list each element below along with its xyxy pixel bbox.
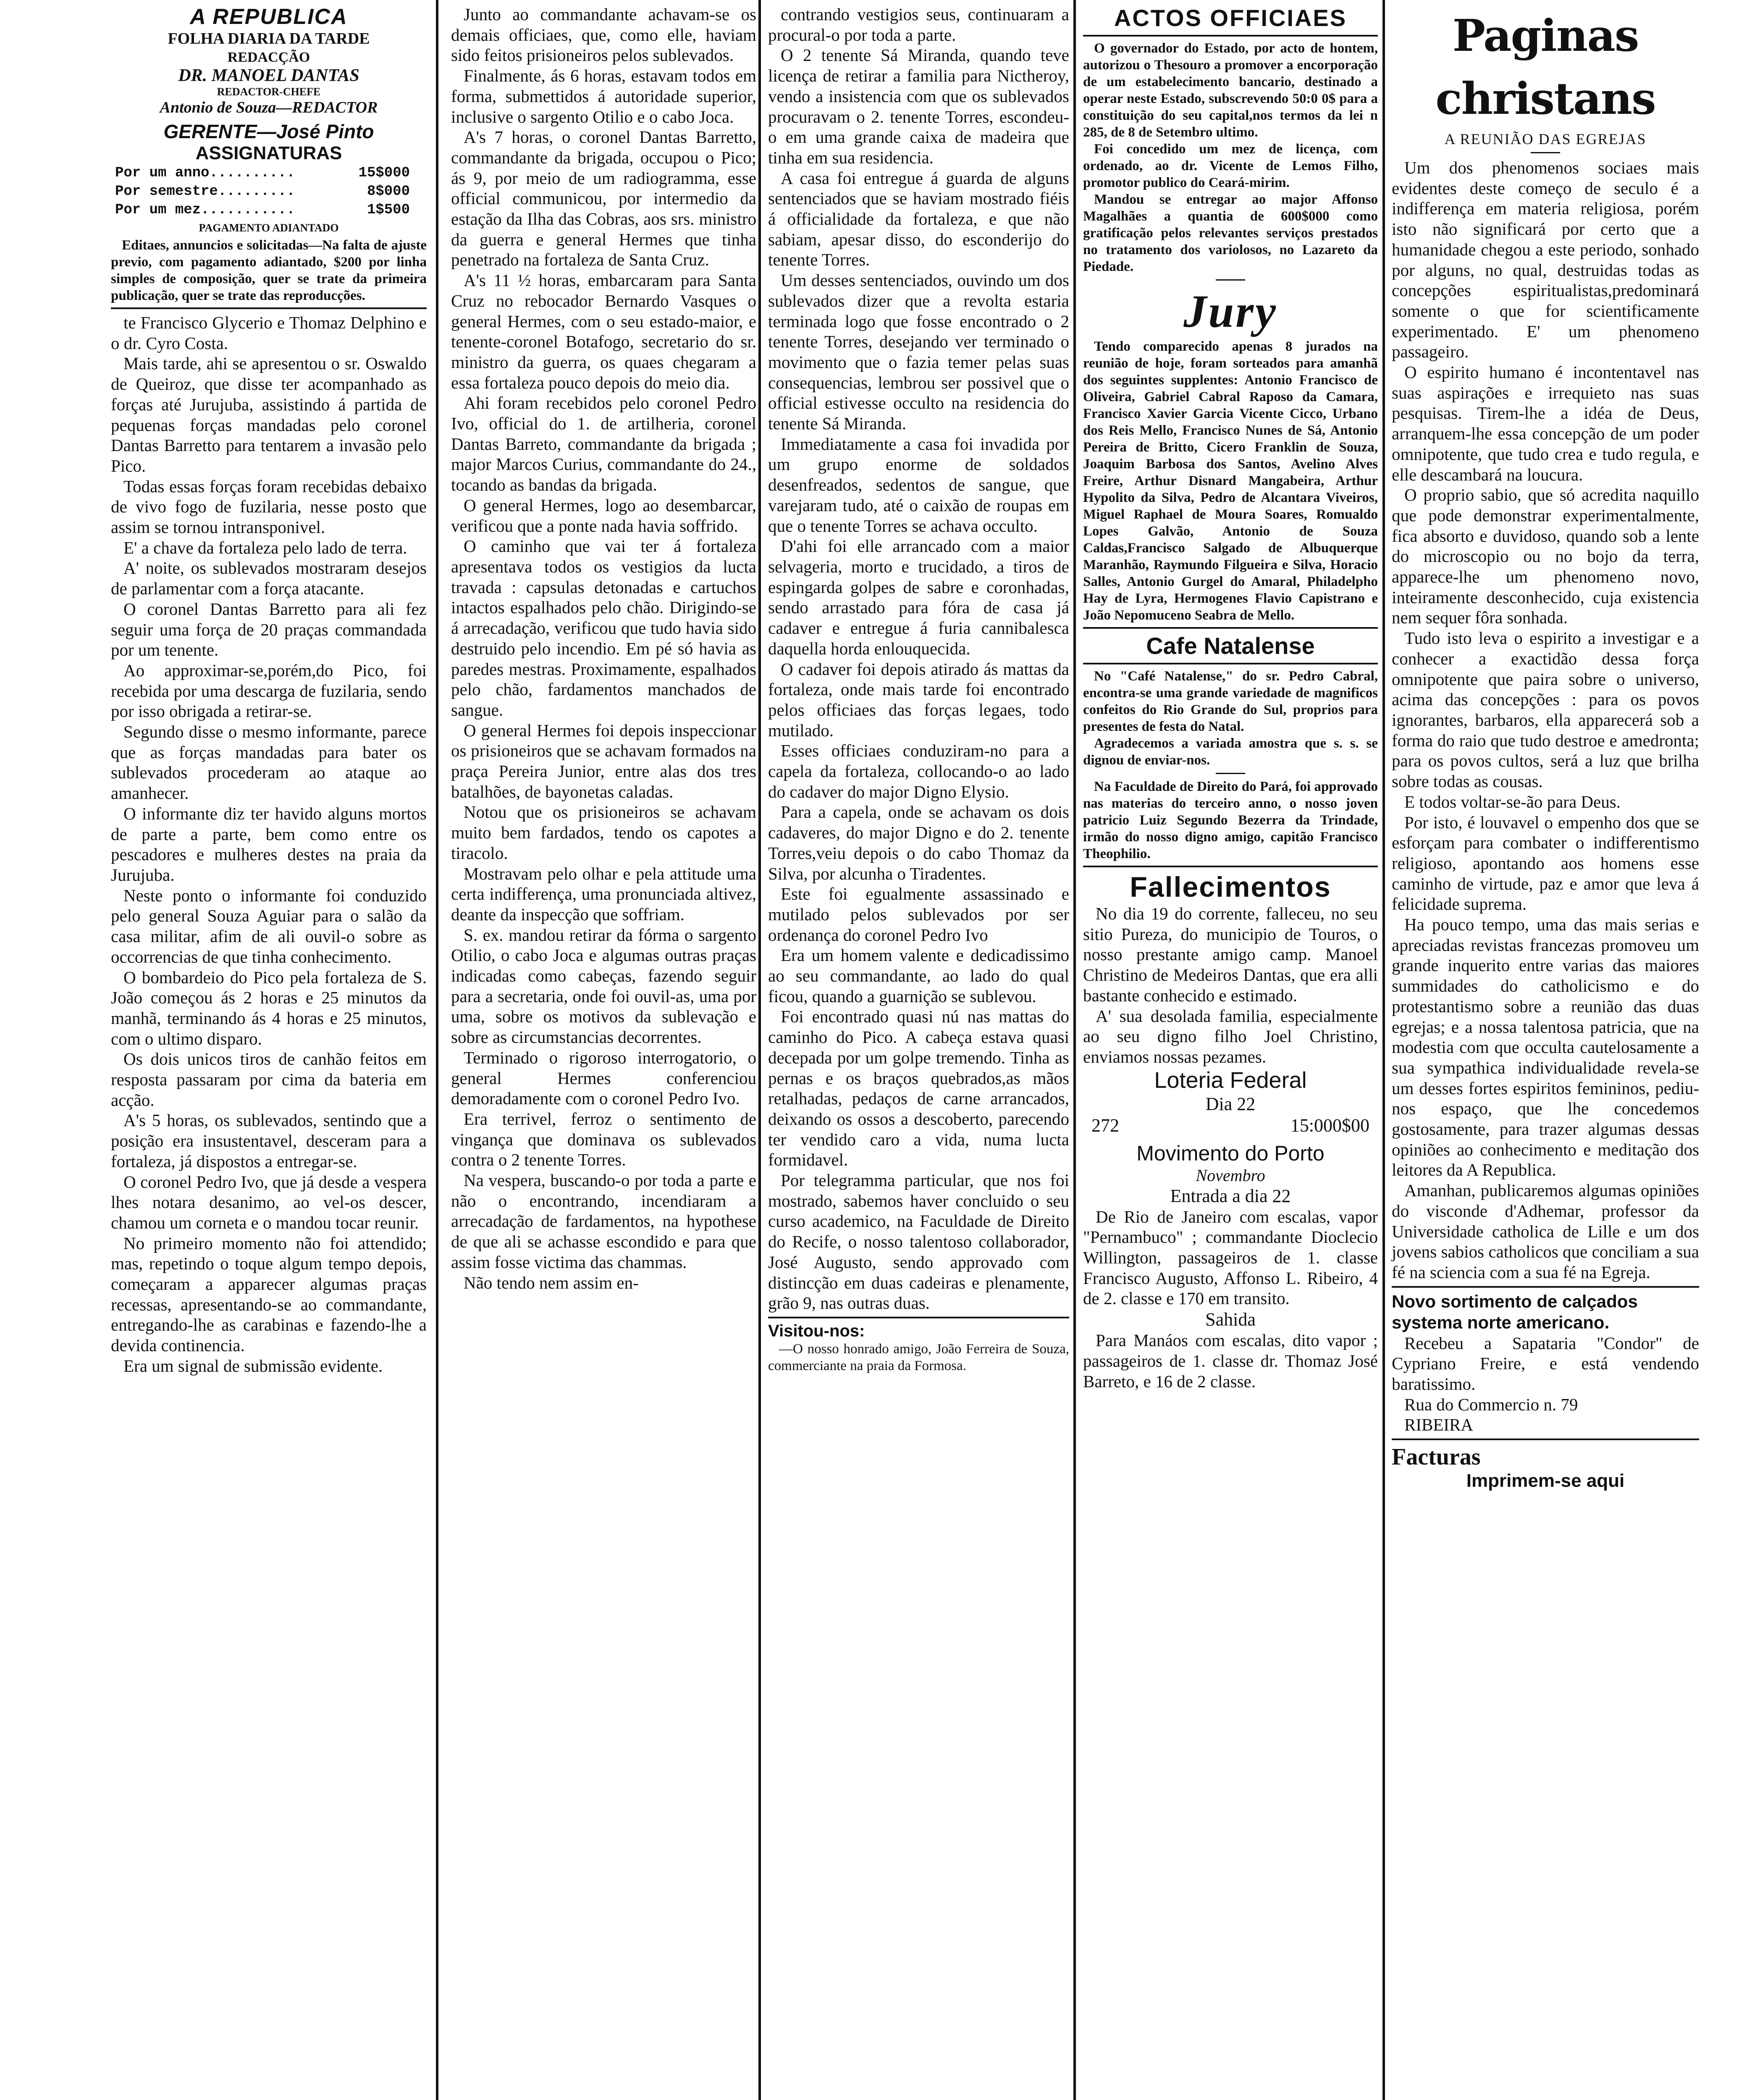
chief-name: DR. MANOEL DANTAS <box>178 66 359 85</box>
article-paragraph: Os dois unicos tiros de canhão feitos em resposta passaram por cima da bateria em acção. <box>111 1049 427 1110</box>
divider <box>1083 663 1378 664</box>
jury-text: Tendo comparecido apenas 8 jurados na reunião de hoje, foram sorteados para amanhã dos seguintes supplentes: Antonio Francisco de Oliveira, Gabriel Cabral Raposo da Camara, Francisco Xavier Garcia Vicente Cicco, Urbano dos Reis Mello, Francisco Nunes de Sá, Antonio Pereira de Britto, Cicero Franklin de Souza, Joaquim Barbosa dos Santos, Avelino Alves Freire, Arthur Disnard Mangabeira, Arthur Hypolito da Silva, Pedro de Alcantara Viveiros, Miguel Raphael de Moura Soares, Romualdo Lopes Galvão, Antonio de Souza Caldas,Francisco Salgado de Albuquerque Maranhão, Raymundo Filgueira e Silva, Horacio Salles, Antonio Gurgel do Amaral, Philadelpho Hay de Lyra, Hermogenes Flavio Capistrano e João Nepomuceno Seabra de Mello. <box>1083 339 1378 623</box>
chief-role: REDACTOR-CHEFE <box>217 86 321 98</box>
divider <box>1083 35 1378 37</box>
column-4 <box>1077 0 1384 2100</box>
article-paragraph: Na vespera, buscando-o por toda a parte e não o encontrando, incendiaram a arrecadação de fardamentos, na hypothese de que ali se achasse escondido e para que assim fosse victima das chammas. <box>451 1171 756 1272</box>
jury-title: Jury <box>1183 286 1277 337</box>
movimento-entrada: Entrada a dia 22 <box>1170 1185 1291 1206</box>
actos-title: ACTOS OFFICIAES <box>1114 5 1347 31</box>
fallecimentos-paragraph: A' sua desolada familia, especialmente ao seu digno filho Joel Christino, enviamos nossas pezames. <box>1083 1006 1378 1066</box>
article-paragraph: O coronel Dantas Barretto para ali fez seguir uma força de 20 praças commandada por um tenente. <box>111 599 427 660</box>
novo-sortimento-line: RIBEIRA <box>1404 1415 1473 1435</box>
article-paragraph: Era um signal de submissão evidente. <box>123 1356 383 1376</box>
novo-sortimento-text <box>1392 1333 1699 1436</box>
fallecimentos-title: Fallecimentos <box>1130 871 1331 903</box>
novo-sortimento-title: Novo sortimento de calçados systema norte americano. <box>1392 1291 1638 1332</box>
article-paragraph: Terminado o rigoroso interrogatorio, o general Hermes conferenciou demoradamente com o coronel Pedro Ivo. <box>451 1047 756 1108</box>
fallecimentos-text <box>1083 903 1378 1067</box>
masthead-title: A REPUBLICA <box>190 5 348 29</box>
divider <box>1216 279 1245 281</box>
article-paragraph: S. ex. mandou retirar da fórma o sargento Otilio, o cabo Joca e algumas outras praças indicadas como cabeças, fazendo seguir para a secretaria, onde foi ouvil-as, uma por uma, sobre os motivos da sublevação e sobre as circumstancias decorrentes. <box>451 925 756 1047</box>
subscription-price: 1$500 <box>367 202 410 218</box>
article-paragraph: O general Hermes foi depois inspeccionar os prisioneiros que se achavam formados na praça Pereira Junior, entre alas dos tres batalhões, de bayonetas caladas. <box>451 720 756 801</box>
facturas-text: Imprimem-se aqui <box>1466 1470 1625 1491</box>
paginas-paragraph: Tudo isto leva o espirito a investigar e a conhecer a exactidão dessa força omnipotente que paira sobre o universo, acima das concepções : para os povos ignorantes, barbaros, ella apparecerá sob a forma do raio que tudo destroe e amedronta; para os povos cultos, será a luz que brilha sobre todas as cousas. <box>1392 628 1699 791</box>
divider <box>1531 152 1560 153</box>
divider <box>768 1317 1069 1318</box>
article-paragraph: te Francisco Glycerio e Thomaz Delphino e o dr. Cyro Costa. <box>111 313 427 353</box>
column-2-article <box>451 4 756 1293</box>
gerente: GERENTE—José Pinto <box>163 121 374 142</box>
actos-paragraph: Foi concedido um mez de licença, com ordenado, ao dr. Vicente de Lemos Filho, promotor publico do Ceará-mirim. <box>1083 142 1378 190</box>
paginas-paragraph: O proprio sabio, que só acredita naquillo que pode demonstrar experimentalmente, fica absorto e duvidoso, quando sob a lente do microscopio ou no bojo da terra, apparece-lhe um phenomeno novo, inteiramente desconhecido, cuja existencia nem sequer fôra sonhada. <box>1392 485 1699 627</box>
article-paragraph: Não tendo nem assim en- <box>464 1273 639 1292</box>
article-paragraph: E' a chave da fortaleza pelo lado de terra. <box>123 538 407 557</box>
loteria-result <box>1083 1115 1378 1136</box>
fallecimentos-paragraph: No dia 19 do corrente, falleceu, no seu sitio Pureza, do municipio de Touros, o nosso prestante amigo camp. Manoel Christino de Medeiros Dantas, que era alli bastante conhecido e estimado. <box>1083 904 1378 1005</box>
visitou-title: Visitou-nos: <box>768 1322 865 1340</box>
article-paragraph: Segundo disse o mesmo informante, parece que as forças mandadas para bater os sublevados procederam ao ataque ao amanhecer. <box>111 722 427 803</box>
article-paragraph: No primeiro momento não foi attendido; mas, repetindo o toque algum tempo depois, começaram a apparecer algumas praças recessas, apresentando-se ao commandante, entregando-lhe as carabinas e fazendo-lhe a devida continencia. <box>111 1233 427 1355</box>
article-paragraph: Mostravam pelo olhar e pela attitude uma certa indifferença, uma pronunciada altivez, deante da inspecção que soffriam. <box>451 864 756 924</box>
column-2 <box>445 0 762 2100</box>
subscription-price: 8$000 <box>367 184 410 200</box>
cafe-paragraph: Agradecemos a variada amostra que s. s. se dignou de enviar-nos. <box>1083 736 1378 768</box>
article-paragraph: Ao approximar-se,porém,do Pico, foi recebida por uma descarga de fuzilaria, sendo por isso obrigada a retirar-se. <box>111 660 427 721</box>
paginas-text <box>1392 158 1699 1283</box>
paginas-paragraph: Um dos phenomenos sociaes mais evidentes deste começo de seculo é a indifferença em materia religiosa, porém isto não significará por certo que a humanidade chegou a este periodo, sonhado por alguns, no qual, destruidas todas as concepções espiritualistas,predominará somente o que for scientificamente experimentado. E' um phenomeno passageiro. <box>1392 158 1699 362</box>
article-paragraph: O 2 tenente Sá Miranda, quando teve licença de retirar a familia para Nictheroy, vendo a insistencia com que os sublevados procuravam o 2. tenente Torres, escondeu-o em uma grande caixa de madeira que tinha em sua residencia. <box>768 45 1069 167</box>
article-paragraph: Era terrivel, ferroz o sentimento de vingança que dominava os sublevados contra o 2 tenente Torres. <box>451 1109 756 1170</box>
subscription-row <box>111 201 427 219</box>
novo-sortimento-line: Rua do Commercio n. 79 <box>1404 1394 1578 1414</box>
movimento-month: Novembro <box>1196 1166 1265 1185</box>
subscription-row <box>111 164 427 182</box>
actos-paragraph: O governador do Estado, por acto de hontem, autorizou o Thesouro a promover a encorporação de um estabelecimento bancario, destinado a operar neste Estado, subscrevendo 50:0 0$ para a constituição do seu capital,nos termos da lei n 285, de 8 de Setembro ultimo. <box>1083 41 1378 140</box>
paginas-paragraph: E todos voltar-se-ão para Deus. <box>1404 792 1621 811</box>
paginas-paragraph: Ha pouco tempo, uma das mais serias e apreciadas revistas francezas promoveu um grande inquerito entre varias das maiores summidades do catholicismo e do protestantismo sobre a reunião das duas egrejas; e a nossa talentosa patricia, que na modestia com que occulta cautelosamente a sua sympathica individualidade revela-se um desses fortes espiritos femininos, pediu-nos espaço, que lhe concedemos gostosamente, para trazer algumas dessas opiniões ao conhecimento e meditação dos leitores da A Republica. <box>1392 915 1699 1180</box>
subscription-period: Por um mez........... <box>115 202 295 218</box>
subscription-price: 15$000 <box>358 165 410 181</box>
article-paragraph: O coronel Pedro Ivo, que já desde a vespera lhes notara desanimo, ao vel-os descer, chamou um corneta e o mandou tocar reunir. <box>111 1172 427 1232</box>
article-paragraph: Era um homem valente e dedicadissimo ao seu commandante, ao lado do qual ficou, quando a guarnição se sublevou. <box>768 945 1069 1006</box>
divider <box>1083 627 1378 629</box>
subscription-period: Por semestre......... <box>115 184 295 200</box>
editais-note: Editaes, annuncios e solicitadas—Na falta de ajuste previo, com pagamento adiantado, $200 por linha simples de composição, quer se trate da primeira publicação, quer se trate das reproducções. <box>111 238 427 303</box>
movimento-title: Movimento do Porto <box>1136 1141 1325 1165</box>
masthead-subtitle: FOLHA DIARIA DA TARDE <box>168 30 370 47</box>
column-3 <box>762 0 1075 2100</box>
paginas-paragraph: O espirito humano é incontentavel nas suas aspirações e irrequieto nas suas pesquisas. Tirem-lhe a idéa de Deus, arranquem-lhe essa concepção de um poder omnipotente, que tudo crea e tudo regula, e elle descambará na loucura. <box>1392 362 1699 484</box>
divider <box>1216 773 1245 774</box>
article-paragraph: Neste ponto o informante foi conduzido pelo general Souza Aguiar para o salão da casa militar, afim de ali ouvil-o sobre as occorrencias de que tinha conhecimento. <box>111 885 427 966</box>
article-paragraph: Este foi egualmente assassinado e mutilado pelos sublevados por ser ordenança do coronel Pedro Ivo <box>768 884 1069 945</box>
article-paragraph: O cadaver foi depois atirado ás mattas da fortaleza, onde mais tarde foi encontrado pelos officiaes das forças legaes, todo mutilado. <box>768 659 1069 740</box>
column-rule <box>436 0 438 2100</box>
article-paragraph: O informante diz ter havido alguns mortos de parte a parte, bem como entre os pescadores e mulheres destes na praia da Jurujuba. <box>111 803 427 885</box>
article-paragraph: Notou que os prisioneiros se achavam muito bem fardados, tendo os capotes a tiracolo. <box>451 802 756 863</box>
paginas-paragraph: Amanhan, publicaremos algumas opiniões do visconde d'Adhemar, professor da Universidade catholica de Lille e um dos jovens sabios catholicos que conciliam a sua fé na sciencia com a sua fé na Egreja. <box>1392 1181 1699 1282</box>
article-paragraph: Mais tarde, ahi se apresentou o sr. Oswaldo de Queiroz, que disse ter acompanhado as forças até Jurujuba, assistindo á partida de pequenas forças mandadas pelo coronel Dantas Barretto para tentarem a invasão pelo Pico. <box>111 354 427 475</box>
article-paragraph: O caminho que vai ter á fortaleza apresentava todos os vestigios da lucta travada : capsulas detonadas e cartuchos intactos espalhados pelo chão. Dirigindo-se á arrecadação, verificou que tudo havia sido destruido pelo incendio. Em pé só havia as paredes mestras. Proximamente, espalhados pelo chão, fardamentos manchados de sangue. <box>451 536 756 719</box>
divider <box>1392 1286 1699 1288</box>
cafe-text <box>1083 668 1378 769</box>
article-paragraph: Para a capela, onde se achavam os dois cadaveres, do major Digno e do 2. tenente Torres,veiu depois o do cabo Thomaz da Silva, por alcunha o Tiradentes. <box>768 802 1069 883</box>
sahida-text: Para Manáos com escalas, dito vapor ; passageiros de 1. classe dr. Thomaz José Barreto, e 16 de 2 classe. <box>1083 1331 1378 1391</box>
payment-note: PAGAMENTO ADIANTADO <box>199 222 339 234</box>
paginas-title: Paginas christans <box>1435 10 1655 124</box>
faculdade-text: Na Faculdade de Direito do Pará, foi approvado nas materias do terceiro anno, o nosso joven patricio Luiz Segundo Bezerra da Trindade, irmão do nosso digno amigo, capitão Francisco Theophilio. <box>1083 779 1378 861</box>
article-paragraph: O general Hermes, logo ao desembarcar, verificou que a ponte nada havia soffrido. <box>451 495 756 536</box>
paginas-subtitle: A REUNIÃO DAS EGREJAS <box>1444 131 1647 147</box>
article-paragraph: A's 5 horas, os sublevados, sentindo que a posição era insustentavel, desceram para a fortaleza, já dispostos a entregar-se. <box>111 1110 427 1171</box>
subscriptions-list <box>111 164 427 219</box>
article-paragraph: O bombardeio do Pico pela fortaleza de S. João começou ás 2 horas e 25 minutos da manhã, terminando ás 4 horas e 25 minutos, com o ultimo disparo. <box>111 967 427 1048</box>
sahida-label: Sahida <box>1205 1309 1256 1330</box>
article-paragraph: A' noite, os sublevados mostraram desejos de parlamentar com a força atacante. <box>111 558 427 598</box>
article-paragraph: D'ahi foi elle arrancado com a maior selvageria, morto e trucidado, a tiros de espingarda golpes de sabre e coronhadas, sendo arrastado para fóra de casa já cadaver e entregue á furia cannibalesca daquella horda enlouquecida. <box>768 536 1069 658</box>
article-paragraph: Finalmente, ás 6 horas, estavam todos em forma, submettidos á autoridade superior, inclusive o sargento Otilio e o cabo Joca. <box>451 66 756 126</box>
column-1 <box>105 0 433 2100</box>
loteria-prize: 15:000$00 <box>1290 1115 1369 1136</box>
redaccao-label: REDACÇÃO <box>227 50 310 65</box>
movimento-text: De Rio de Janeiro com escalas, vapor "Pernambuco" ; commandante Dioclecio Willington, passageiros de 1. classe Francisco Augusto, Affonso L. Ribeiro, 4 de 2. classe e 170 em transito. <box>1083 1207 1378 1308</box>
facturas-title: Facturas <box>1392 1444 1481 1470</box>
loteria-day: Dia 22 <box>1205 1093 1256 1114</box>
column-3-article <box>768 4 1069 1313</box>
article-paragraph: Ahi foram recebidos pelo coronel Pedro Ivo, official do 1. de artilheria, coronel Dantas Barreto, commandante da brigada ; major Marcos Curius, commandante do 24., tocando as bandas da brigada. <box>451 393 756 495</box>
loteria-title: Loteria Federal <box>1154 1067 1307 1093</box>
article-paragraph: Por telegramma particular, que nos foi mostrado, sabemos haver concluido o seu curso academico, na Faculdade de Direito do Recife, o nosso talentoso collaborador, José Augusto, sendo approvado com distincção em duas cadeiras e plenamente, grão 9, nas outras duas. <box>768 1171 1069 1313</box>
subscription-period: Por um anno.......... <box>115 165 295 181</box>
article-paragraph: contrando vestigios seus, continuaram a procural-o por toda a parte. <box>768 5 1069 45</box>
column-5 <box>1386 0 1705 2100</box>
subscriptions-title: ASSIGNATURAS <box>195 143 342 163</box>
actos-list <box>1083 40 1378 275</box>
article-paragraph: Immediatamente a casa foi invadida por um grupo enorme de soldados desenfreados, sedentos de sangue, que varejaram tudo, até o caixão de roupas em que o tenente Torres se achava occulto. <box>768 434 1069 536</box>
article-paragraph: Um desses sentenciados, ouvindo um dos sublevados dizer que a revolta estaria terminada logo que fosse encontrado o 2 tenente Torres, desejando ver terminado o movimento que o fazia temer pelas suas consequencias, lembrou ser possivel que o official estivesse occulto na residencia do tenente Sá Miranda. <box>768 270 1069 433</box>
cafe-title: Cafe Natalense <box>1146 633 1315 659</box>
column-1-article <box>111 312 427 1376</box>
article-paragraph: A's 11 ½ horas, embarcaram para Santa Cruz no rebocador Bernardo Vasques o general Hermes, com o seu estado-maior, e tenente-coronel Botafogo, secretario do sr. ministro da guerra, os quaes chegaram a essa fortaleza pouco depois do meio dia. <box>451 270 756 392</box>
cafe-paragraph: No "Café Natalense," do sr. Pedro Cabral, encontra-se uma grande variedade de magnificos confeitos do Rio Grande do Sul, proprios para presentes de festa do Natal. <box>1083 669 1378 734</box>
article-paragraph: Esses officiaes conduziram-no para a capela da fortaleza, collocando-o ao lado do cadaver do major Digno Elysio. <box>768 741 1069 801</box>
divider <box>1392 1438 1699 1440</box>
visitou-text: —O nosso honrado amigo, João Ferreira de Souza, commerciante na praia da Formosa. <box>768 1341 1069 1373</box>
divider <box>1083 866 1378 867</box>
paginas-paragraph: Por isto, é louvavel o empenho dos que se esforçam para combater o indifferentismo religioso, apontando aos homens esse caminho de virtude, paz e amor que leva á felicidade suprema. <box>1392 812 1699 914</box>
article-paragraph: Junto ao commandante achavam-se os demais officiaes, que, como elle, haviam sido feitos prisioneiros pelos sublevados. <box>451 5 756 65</box>
novo-sortimento-line: Recebeu a Sapataria "Condor" de Cypriano Freire, e está vendendo baratissimo. <box>1392 1333 1699 1394</box>
redactor-name: Antonio de Souza—REDACTOR <box>160 99 378 116</box>
article-paragraph: Todas essas forças foram recebidas debaixo de vivo fogo de fuzilaria, nesse posto que assim se tornou intransponivel. <box>111 476 427 537</box>
loteria-number: 272 <box>1091 1115 1119 1136</box>
divider <box>111 307 427 309</box>
subscription-row <box>111 182 427 201</box>
article-paragraph: A casa foi entregue á guarda de alguns sentenciados que se haviam mostrado fiéis á officialidade da fortaleza, e que não sabiam, apesar disso, do esconderijo do tenente Torres. <box>768 168 1069 270</box>
article-paragraph: Foi encontrado quasi nú nas mattas do caminho do Pico. A cabeça estava quasi decepada por um golpe tremendo. Tinha as pernas e os braços quebrados,as mãos retalhadas, pedaços de carne arrancados, deixando os ossos a descoberto, parecendo ter vendido caro a vida, numa lucta formidavel. <box>768 1007 1069 1170</box>
actos-paragraph: Mandou se entregar ao major Affonso Magalhães a quantia de 600$000 como gratificação pelos relevantes serviços prestados no tratamento dos variolosos, no Lazareto da Piedade. <box>1083 192 1378 274</box>
article-paragraph: A's 7 horas, o coronel Dantas Barretto, commandante da brigada, occupou o Pico; ás 9, por meio de um radiogramma, esse official communicou, por intermedio da estação da Ilha das Cobras, aos srs. ministro da guerra e general Hermes que tinha penetrado na fortaleza de Santa Cruz. <box>451 127 756 270</box>
